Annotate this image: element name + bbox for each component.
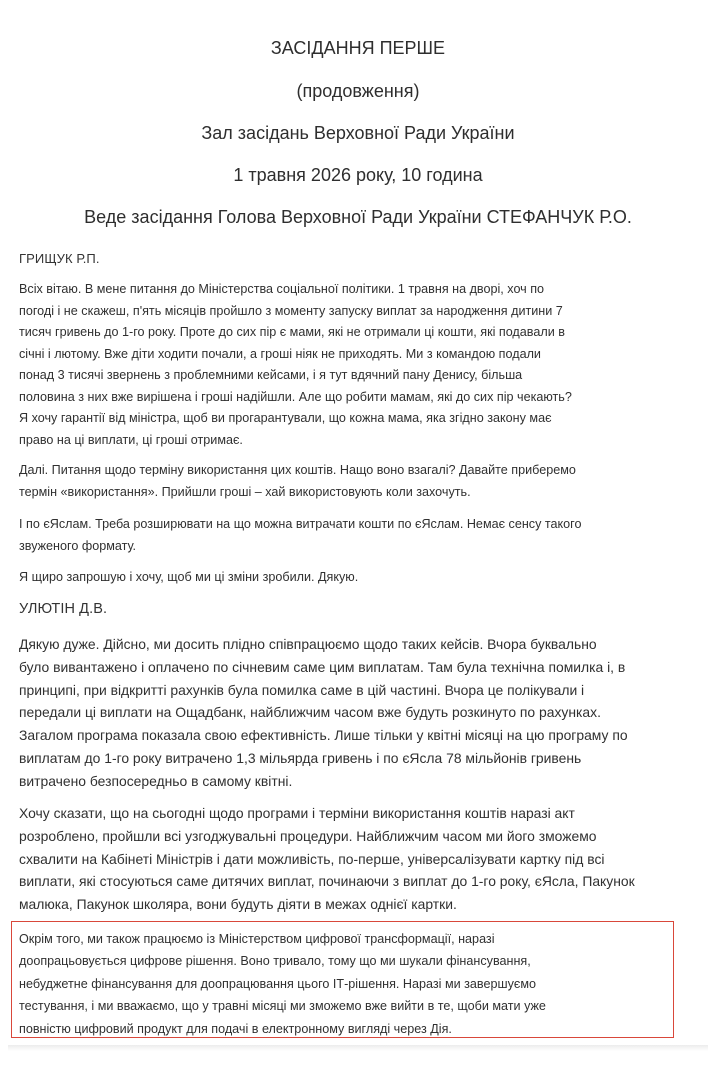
text-line: Я щиро запрошую і хочу, щоб ми ці зміни зробили. Дякую.: [19, 570, 359, 584]
text-line: схвалити на Кабінеті Міністрів і дати можливість, по-перше, універсалізувати картку під всі: [19, 850, 605, 867]
session-subtitle: (продовження): [296, 81, 420, 101]
text-line: січні і лютому. Вже діти ходити почали, а гроші ніяк не приходять. Ми з командою подали: [19, 346, 541, 361]
text-line: передали ці виплати на Ощадбанк, найближчим часом вже будуть розкинуто по рахунках.: [19, 704, 601, 721]
text-line: Хочу сказати, що на сьогодні щодо програми і терміни використання коштів наразі акт: [19, 805, 575, 821]
text-line: виплати, які стосуються саме дитячих виплат, починаючи з виплат до 1-го року, єЯсла, Пакунок: [19, 873, 635, 890]
speaker-name: ГРИЩУК Р.П.: [19, 251, 100, 266]
text-line: І по єЯслам. Треба розширювати на що можна витрачати кошти по єЯслам. Немає сенсу такого: [19, 517, 582, 531]
session-date: 1 травня 2026 року, 10 година: [233, 165, 483, 185]
speech-paragraph: [19, 460, 629, 503]
speech-paragraph: [19, 802, 635, 916]
text-line: доопрацьовується цифрове рішення. Воно тривало, тому що ми шукали фінансування,: [19, 954, 531, 969]
text-line: малюка, Пакунок школяра, вони будуть діяти в межах однієї картки.: [19, 896, 457, 913]
text-line: тисяч гривень до 1-го року. Проте до сих пір є мами, які не отримали ці кошти, які подавали в: [19, 325, 565, 339]
text-line: Всіх вітаю. В мене питання до Міністерства соціальної політики. 1 травня на дворі, хоч по: [19, 282, 545, 296]
text-line: Окрім того, ми також працюємо із Міністерством цифрової трансформації, наразі: [19, 932, 495, 946]
text-line: виплатам до 1-го року витрачено 1,3 мільярда гривень і по єЯсла 78 мільйонів гривень: [19, 749, 582, 766]
text-line: Я хочу гарантії від міністра, щоб ви прогарантували, що кожна мама, яка згідно закону має: [19, 411, 552, 425]
text-line: витрачено безпосередньо в самому квітні.: [19, 772, 293, 789]
text-line: було вивантажено і оплачено по січневим саме цим виплатам. Там була технічна помилка і, в: [19, 658, 626, 675]
text-line: повністю цифровий продукт для подачі в електронному вигляді через Дія.: [19, 1021, 452, 1036]
text-line: небуджетне фінансування для доопрацювання цього ІТ-рішення. Наразі ми завершуємо: [19, 976, 536, 991]
text-line: право на ці виплати, ці гроші отримає.: [19, 432, 243, 447]
text-line: Далі. Питання щодо терміну використання цих коштів. Нащо воно взагалі? Давайте приберемо: [19, 463, 576, 477]
speech-paragraph: [19, 279, 629, 451]
text-line: Дякую дуже. Дійсно, ми досить плідно співпрацюємо щодо таких кейсів. Вчора буквально: [19, 636, 597, 652]
text-line: тестування, і ми вважаємо, що у травні місяці ми зможемо вже вийти в те, щоби мати уже: [19, 999, 546, 1014]
text-line: принципі, при відкритті рахунків була помилка саме в цій частині. Вчора це полікували і: [19, 681, 585, 698]
text-line: понад 3 тисячі звернень з проблемними кейсами, і я тут вдячний пану Денису, більша: [19, 368, 523, 382]
speaker-name: УЛЮТІН Д.В.: [19, 601, 108, 617]
session-location: Зал засідань Верховної Ради України: [201, 123, 515, 143]
session-chair: Веде засідання Голова Верховної Ради України СТЕФАНЧУК Р.О.: [84, 207, 632, 227]
speech-paragraph: [19, 514, 629, 557]
text-line: погоді і не скажеш, п'ять місяців пройшло з моменту запуску виплат за народження дитини 7: [19, 303, 563, 318]
page-bottom-edge: [8, 1045, 708, 1051]
text-line: звуженого формату.: [19, 538, 137, 553]
text-line: термін «використання». Прийшли гроші – хай використовують коли захочуть.: [19, 484, 471, 499]
text-line: Загалом програма показала свою ефективність. Лише тільки у квітні місяці на цю програму по: [19, 727, 628, 744]
text-line: розроблено, пройшли всі узгоджувальні процедури. Найближчим часом ми його зможемо: [19, 827, 597, 844]
text-line: половина з них вже вирішена і гроші надійшли. Але що робити мамам, які до сих пір чекають?: [19, 389, 572, 404]
highlighted-paragraph: [19, 928, 629, 1040]
speech-paragraph: [19, 567, 629, 589]
session-title: ЗАСІДАННЯ ПЕРШЕ: [270, 38, 446, 58]
speech-paragraph: [19, 633, 629, 793]
